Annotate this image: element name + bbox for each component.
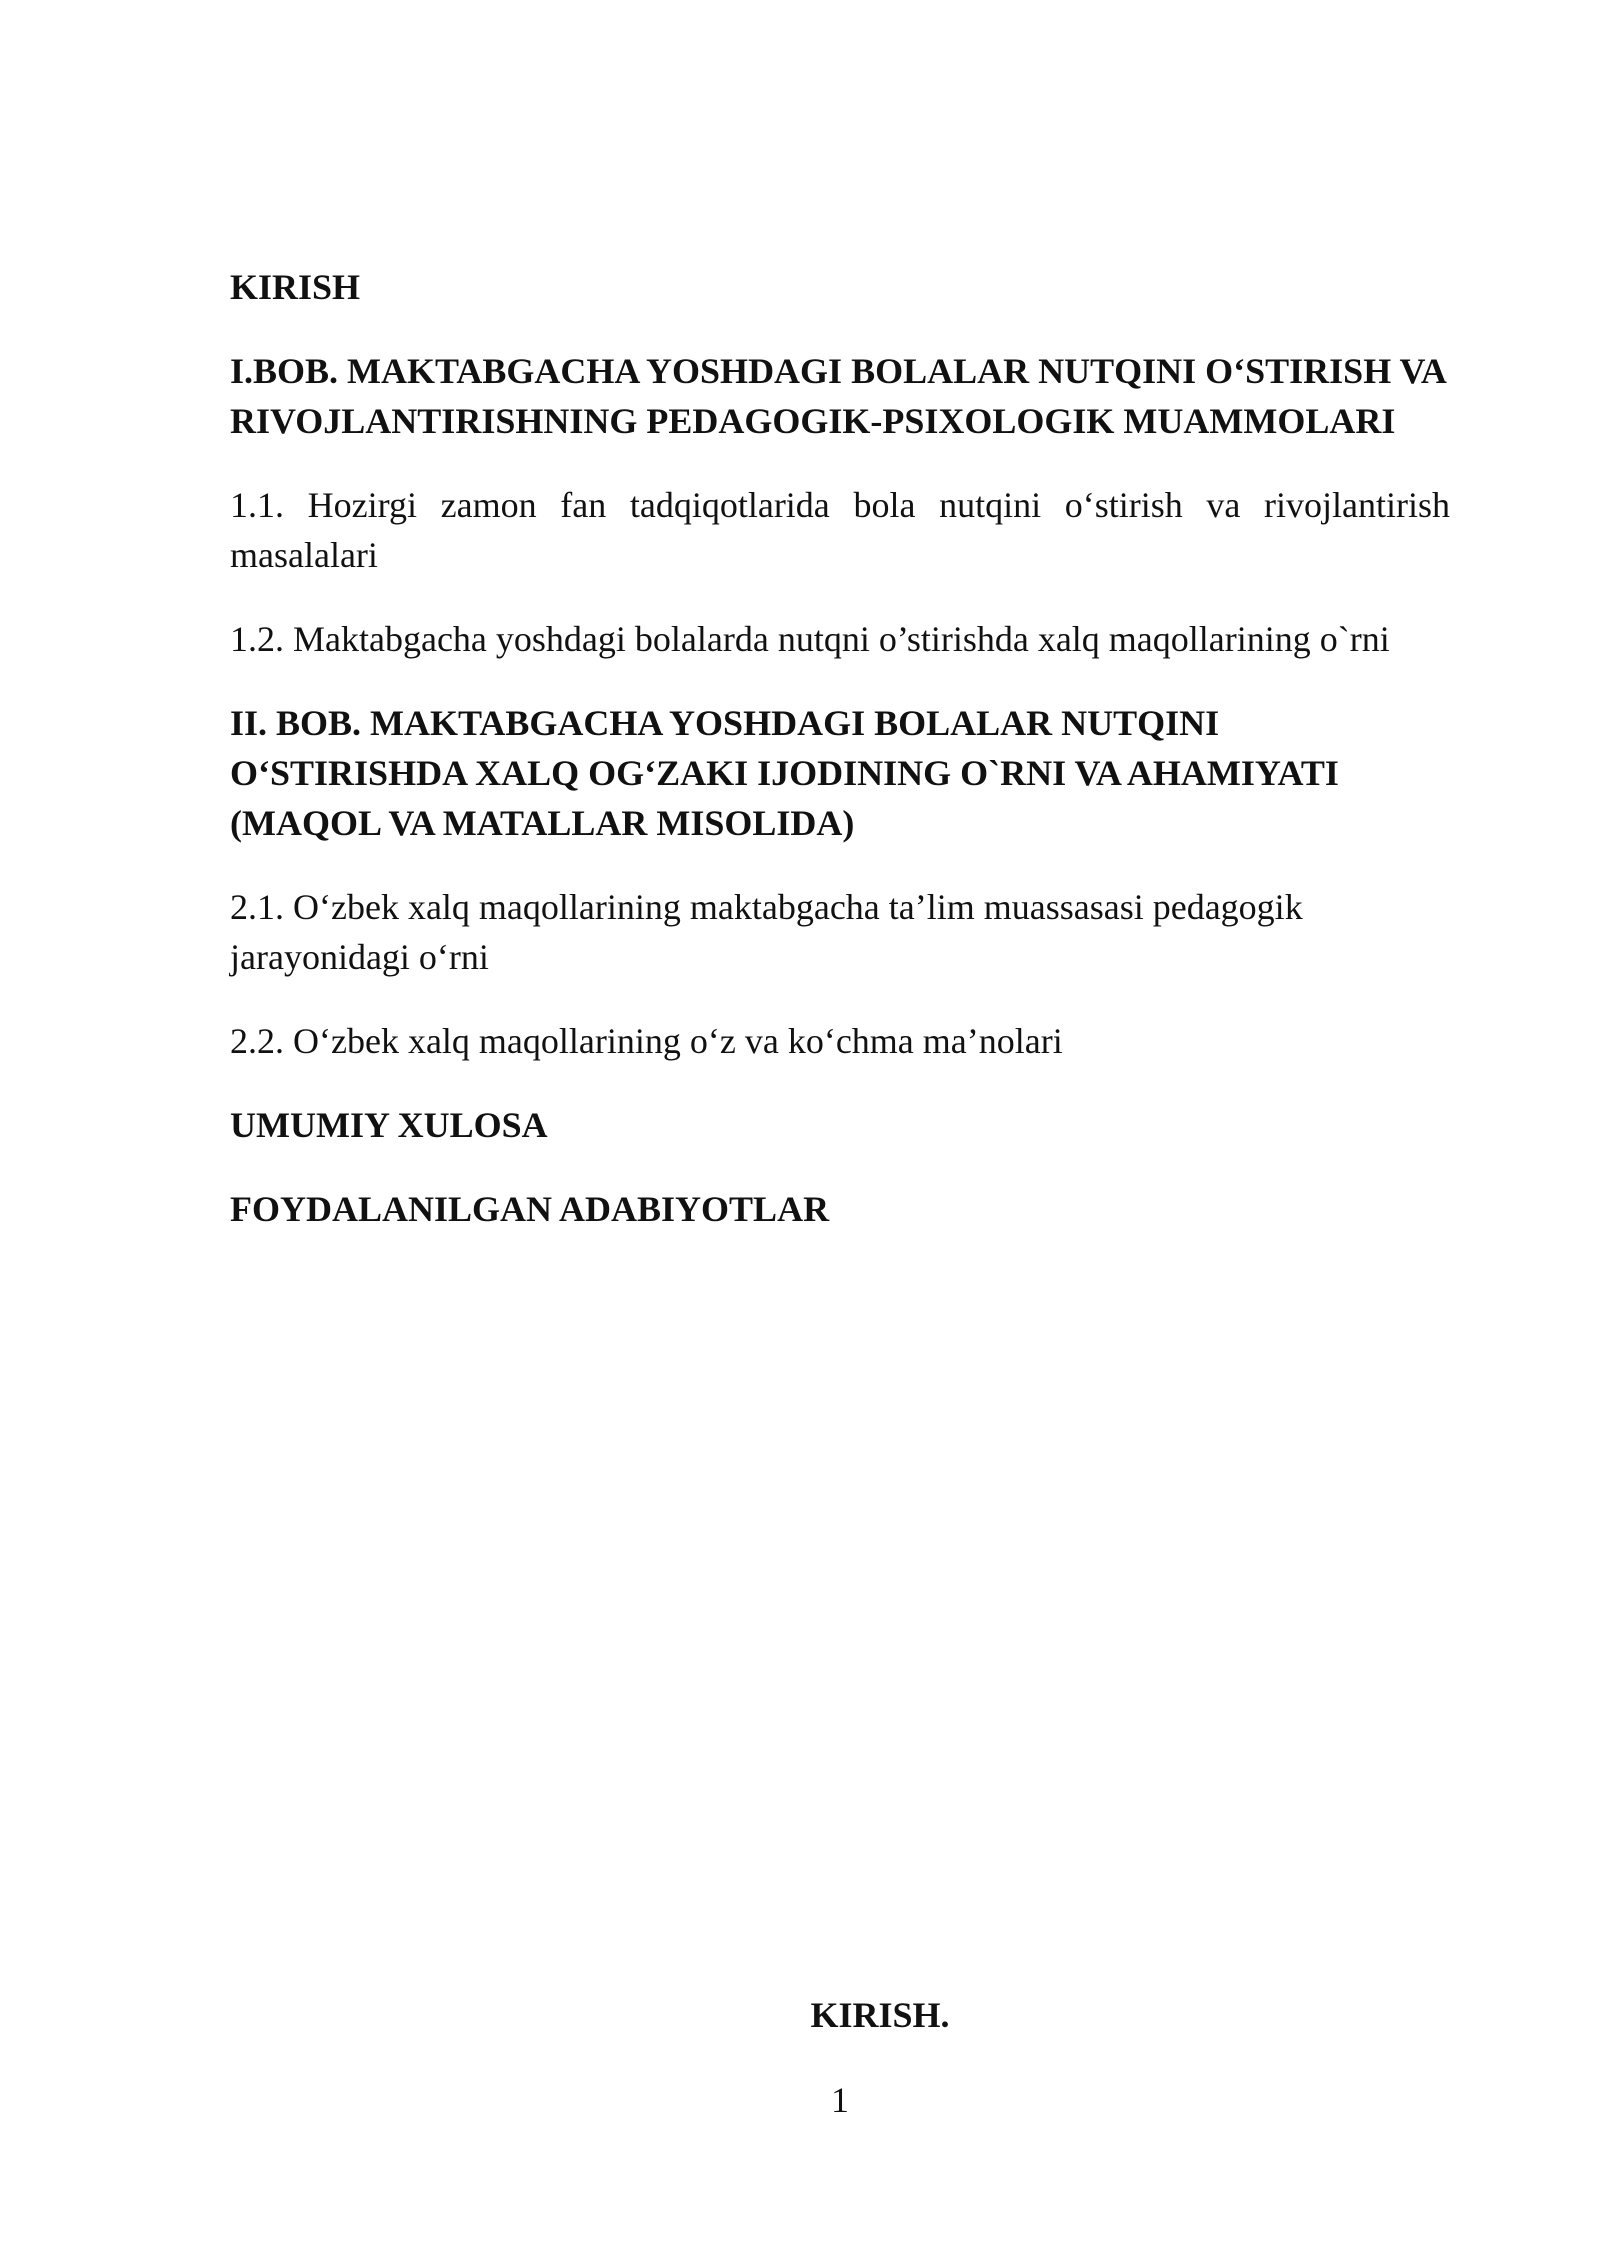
toc-references: FOYDALANILGAN ADABIYOTLAR	[230, 1189, 830, 1229]
toc-chapter-2-title: II. BOB. MAKTABGACHA YOSHDAGI BOLALAR NUTQINI O‘STIRISHDA XALQ OG‘ZAKI IJODINING O`RNI VA AHAMIYATI (MAQOL VA MATALLAR MISOLIDA)	[230, 703, 1339, 843]
toc-section-1-2: 1.2. Maktabgacha yoshdagi bolalarda nutqni o’stirishda xalq maqollarining o`rni	[230, 619, 1390, 659]
page-number: 1	[831, 2080, 849, 2120]
toc-section-2-2: 2.2. O‘zbek xalq maqollarining o‘z va ko‘chma ma’nolari	[230, 1021, 1063, 1061]
toc-section-2-1: 2.1. O‘zbek xalq maqollarining maktabgacha ta’lim muassasasi pedagogik jarayonidagi o‘rni	[230, 887, 1303, 977]
toc-conclusion: UMUMIY XULOSA	[230, 1105, 548, 1145]
table-of-contents	[230, 262, 1450, 1268]
section-title-kirish: KIRISH.	[810, 1995, 950, 2035]
toc-intro: KIRISH	[230, 267, 361, 307]
toc-section-1-1: 1.1. Hozirgi zamon fan tadqiqotlarida bola nutqini o‘stirish va rivojlantirish masalalari	[230, 485, 1450, 575]
toc-chapter-1-title: I.BOB. MAKTABGACHA YOSHDAGI BOLALAR NUTQINI O‘STIRISH VA RIVOJLANTIRISHNING PEDAGOGIK-PSIXOLOGIK MUAMMOLARI	[230, 351, 1445, 441]
